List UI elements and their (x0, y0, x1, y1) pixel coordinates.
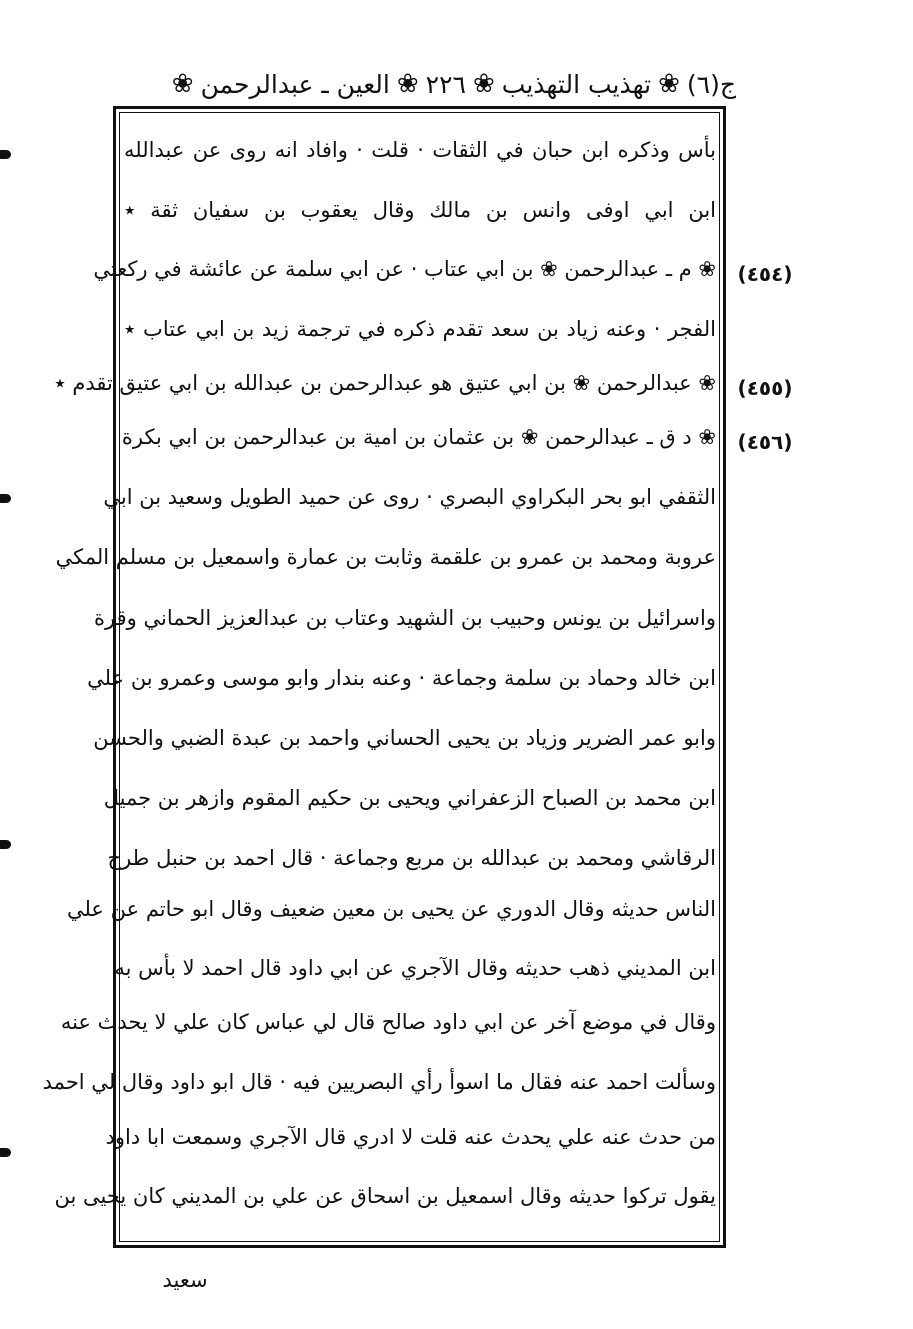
text-line: وقال في موضع آخر عن ابي داود صالح قال لي عباس كان علي لا يحدث عنه (60, 1010, 716, 1034)
scan-edge-mark (0, 840, 11, 849)
text-line: وابو عمر الضرير وزياد بن يحيى الحساني واحمد بن عبدة الضبي والحسن (93, 726, 716, 750)
ornament-icon: ❀ (472, 69, 495, 99)
text-line: عروبة ومحمد بن عمرو بن علقمة وثابت بن عمارة واسمعيل بن مسلم المكي (55, 545, 716, 569)
entry-number: (٤٥٦) (737, 430, 793, 454)
text-line: الفجر · وعنه زياد بن سعد تقدم ذكره في ترجمة زيد بن ابي عتاب ٭ (124, 317, 716, 341)
text-line: ابن خالد وحماد بن سلمة وجماعة · وعنه بندار وابو موسى وعمرو بن علي (87, 666, 716, 690)
ornament-icon: ❀ (658, 69, 680, 99)
text-line: من حدث عنه علي يحدث عنه قلت لا ادري قال الآجري وسمعت ابا داود (105, 1125, 716, 1149)
ornament-icon: ❀ (396, 69, 419, 99)
running-header (100, 62, 740, 106)
text-line: واسرائيل بن يونس وحبيب بن الشهيد وعتاب بن عبدالعزيز الحماني وقرة (94, 606, 716, 630)
page-number: ٢٢٦ (425, 69, 466, 99)
text-line: ابن محمد بن الصباح الزعفراني ويحيى بن حكيم المقوم وازهر بن جميل (103, 786, 716, 810)
scan-edge-mark (0, 1148, 11, 1157)
entry-number: (٤٥٥) (737, 376, 793, 400)
text-line: يقول تركوا حديثه وقال اسمعيل بن اسحاق عن علي بن المديني كان يحيى بن (54, 1184, 716, 1208)
scan-edge-mark (0, 494, 11, 503)
text-line: الرقاشي ومحمد بن عبدالله بن مربع وجماعة · قال احمد بن حنبل طرح (107, 846, 716, 870)
text-line: ابن المديني ذهب حديثه وقال الآجري عن ابي داود قال احمد لا بأس به (114, 956, 716, 980)
book-title: تهذيب التهذيب (501, 69, 652, 99)
text-line: بأس وذكره ابن حبان في الثقات · قلت · وافاد انه روى عن عبدالله (124, 138, 716, 162)
volume-label: ج(٦) (686, 69, 736, 99)
text-line: ❀ د ق ـ عبدالرحمن ❀ بن عثمان بن امية بن عبدالرحمن بن ابي بكرة (121, 425, 716, 449)
ornament-icon: ❀ (171, 69, 194, 99)
scan-edge-mark (0, 150, 11, 159)
text-line: وسألت احمد عنه فقال ما اسوأ رأي البصريين فيه · قال ابو داود وقال لي احمد (42, 1070, 716, 1094)
catchword: سعيد (162, 1268, 208, 1292)
text-line: الثقفي ابو بحر البكراوي البصري · روى عن حميد الطويل وسعيد بن ابي (103, 485, 716, 509)
text-line: ❀ عبدالرحمن ❀ بن ابي عتيق هو عبدالرحمن بن عبدالله بن ابي عتيق تقدم ٭ (54, 371, 716, 395)
entry-number: (٤٥٤) (737, 262, 793, 286)
text-line: ❀ م ـ عبدالرحمن ❀ بن ابي عتاب · عن ابي سلمة عن عائشة في ركعتي (93, 257, 716, 281)
section-title: العين ـ عبدالرحمن (200, 69, 390, 99)
text-line: ابن ابي اوفى وانس بن مالك وقال يعقوب بن سفيان ثقة ٭ (124, 198, 716, 222)
text-line: الناس حديثه وقال الدوري عن يحيى بن معين ضعيف وقال ابو حاتم عن علي (66, 897, 716, 921)
